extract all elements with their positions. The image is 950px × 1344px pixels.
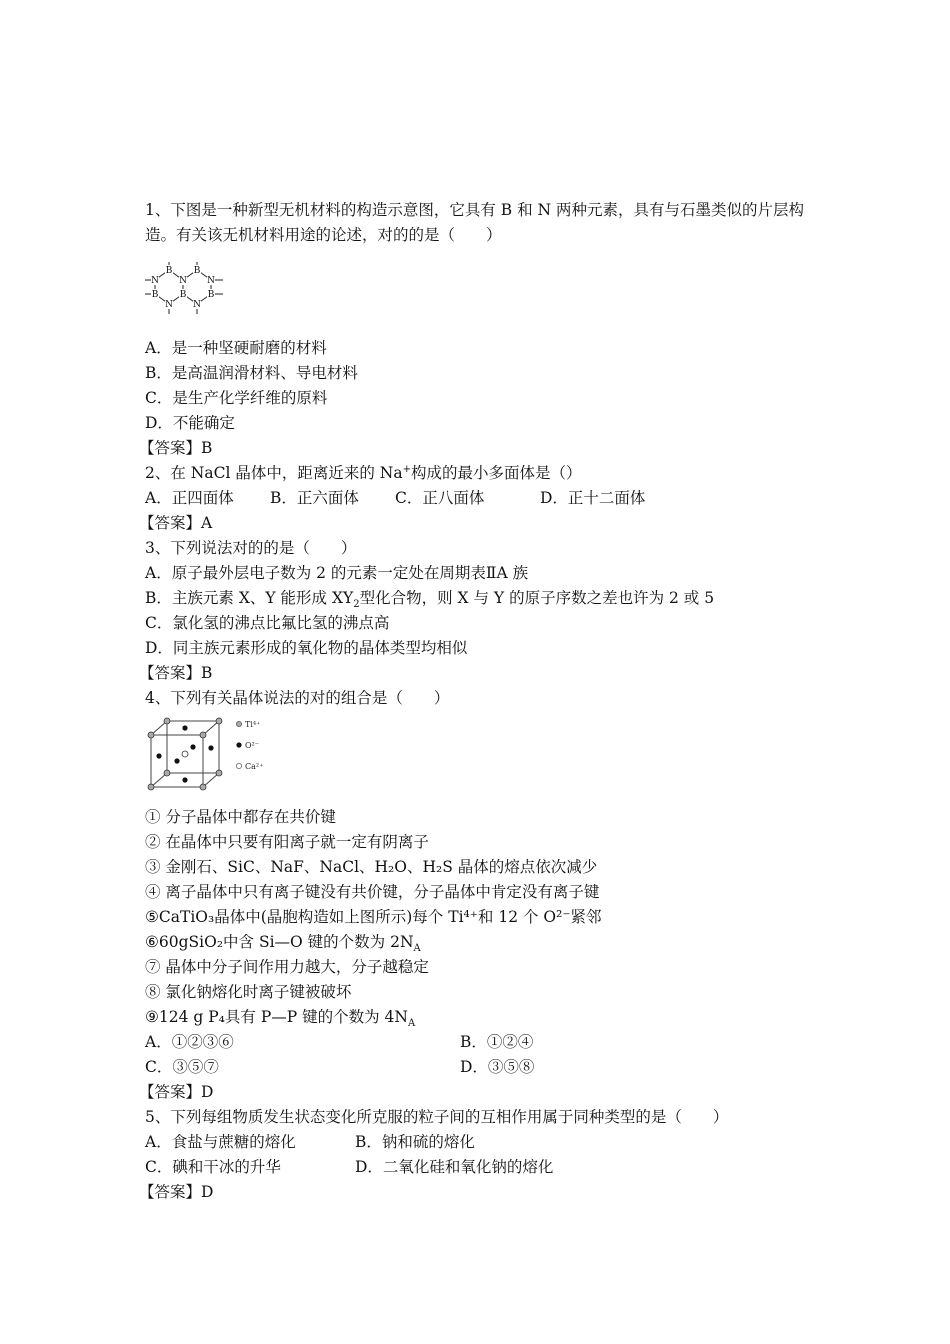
legend-o: O²⁻ xyxy=(245,741,259,750)
q4-statement-3: ③ 金刚石、SiC、NaF、NaCl、H₂O、H₂S 晶体的熔点依次减少 xyxy=(145,858,598,876)
q2-stem xyxy=(145,461,825,486)
q3-answer: 【答案】B xyxy=(139,664,213,682)
atom-b: B xyxy=(207,290,215,300)
q5-option-c: C．碘和干冰的升华 xyxy=(145,1158,281,1176)
q3-option-b-sub: 2 xyxy=(353,599,360,611)
q4-statement-6 xyxy=(145,930,825,955)
q4-statement-2: ② 在晶体中只要有阳离子就一定有阴离子 xyxy=(145,833,429,851)
q1-option-a: A．是一种坚硬耐磨的材料 xyxy=(145,339,327,357)
q4-statement-6-sub: A xyxy=(413,943,421,955)
atom-b: B xyxy=(165,266,173,276)
q3-option-b-pre: B．主族元素 X、Y 能形成 XY xyxy=(145,589,354,607)
q1-stem: 1、下图是一种新型无机材料的构造示意图，它具有 B 和 N 两种元素，具有与石墨类似的片层构造。有关该无机材料用途的论述，对的的是（ ） xyxy=(145,201,805,244)
q4-option-c: C．③⑤⑦ xyxy=(145,1058,219,1076)
legend-ca: Ca²⁺ xyxy=(245,762,264,771)
q5-options-row-2 xyxy=(145,1155,825,1180)
q4-options-row-2 xyxy=(145,1055,825,1080)
q4-statement-9-text: ⑨124 g P₄具有 P—P 键的个数为 4N xyxy=(145,1008,408,1026)
q4-options-row-1 xyxy=(145,1030,825,1055)
q4-statement-1: ① 分子晶体中都存在共价键 xyxy=(145,808,336,826)
q2-options xyxy=(145,486,825,511)
q1-option-d: D．不能确定 xyxy=(145,414,235,432)
atom-n: N xyxy=(165,300,173,310)
q2-option-a: A．正四面体 xyxy=(145,489,234,507)
catio3-unit-cell-diagram xyxy=(145,715,305,793)
atom-b: B xyxy=(151,290,159,300)
q5-answer: 【答案】D xyxy=(139,1183,214,1201)
atom-b: B xyxy=(193,266,201,276)
q3-option-a: A．原子最外层电子数为 2 的元素一定处在周期表ⅡA 族 xyxy=(145,564,529,582)
q3-stem: 3、下列说法对的的是（ ） xyxy=(145,539,357,557)
q4-option-a: A．①②③⑥ xyxy=(145,1033,234,1051)
q4-statement-9-sub: A xyxy=(407,1018,416,1030)
atom-n: N xyxy=(179,276,187,286)
atom-n: N xyxy=(207,276,215,286)
q4-option-d: D．③⑤⑧ xyxy=(460,1058,535,1076)
q5-stem: 5、下列每组物质发生状态变化所克服的粒子间的互相作用属于同种类型的是（ ） xyxy=(145,1108,729,1126)
atom-n: N xyxy=(193,300,201,310)
q2-option-c: C．正八面体 xyxy=(395,489,485,507)
q4-option-b: B．①②④ xyxy=(460,1033,534,1051)
bn-structure-diagram xyxy=(145,252,265,324)
q4-statement-4: ④ 离子晶体中只有离子键没有共价键，分子晶体中肯定没有离子键 xyxy=(145,883,600,901)
q3-option-b xyxy=(145,586,825,611)
q2-stem-pre: 2、在 NaCl 晶体中，距离近来的 Na xyxy=(145,464,403,482)
q1-answer: 【答案】B xyxy=(139,439,213,457)
catio3-cell-figure xyxy=(145,715,825,797)
q4-statement-7: ⑦ 晶体中分子间作用力越大，分子越稳定 xyxy=(145,958,429,976)
q3-option-b-post: 型化合物，则 X 与 Y 的原子序数之差也许为 2 或 5 xyxy=(359,589,715,607)
atom-n: N xyxy=(151,276,159,286)
q2-option-d: D．正十二面体 xyxy=(540,489,646,507)
q2-option-b: B．正六面体 xyxy=(270,489,359,507)
q5-option-a: A．食盐与蔗糖的熔化 xyxy=(145,1133,296,1151)
q4-statement-5: ⑤CaTiO₃晶体中(晶胞构造如上图所示)每个 Ti⁴⁺和 12 个 O²⁻紧邻 xyxy=(145,908,602,926)
q4-statement-8: ⑧ 氯化钠熔化时离子键被破坏 xyxy=(145,983,352,1001)
q1-option-c: C．是生产化学纤维的原料 xyxy=(145,389,328,407)
q3-option-c: C．氯化氢的沸点比氟比氢的沸点高 xyxy=(145,614,390,632)
atom-b: B xyxy=(179,290,187,300)
q4-answer: 【答案】D xyxy=(139,1083,214,1101)
q2-answer: 【答案】A xyxy=(139,514,213,532)
bn-structure-figure xyxy=(145,252,825,328)
q4-statement-6-text: ⑥60gSiO₂中含 Si—O 键的个数为 2N xyxy=(145,933,414,951)
legend-ti: Ti⁴⁺ xyxy=(245,720,261,729)
q5-option-b: B．钠和硫的熔化 xyxy=(355,1133,475,1151)
document-page xyxy=(139,198,825,1205)
q4-statement-9 xyxy=(145,1005,825,1030)
q5-option-d: D．二氧化硅和氧化钠的熔化 xyxy=(355,1158,554,1176)
q3-option-d: D．同主族元素形成的氧化物的晶体类型均相似 xyxy=(145,639,468,657)
q5-options-row-1 xyxy=(145,1130,825,1155)
q1-option-b: B．是高温润滑材料、导电材料 xyxy=(145,364,358,382)
q4-stem: 4、下列有关晶体说法的对的组合是（ ） xyxy=(145,689,450,707)
q2-stem-post: 构成的最小多面体是（） xyxy=(410,464,582,482)
q2-stem-sup: + xyxy=(402,463,411,475)
